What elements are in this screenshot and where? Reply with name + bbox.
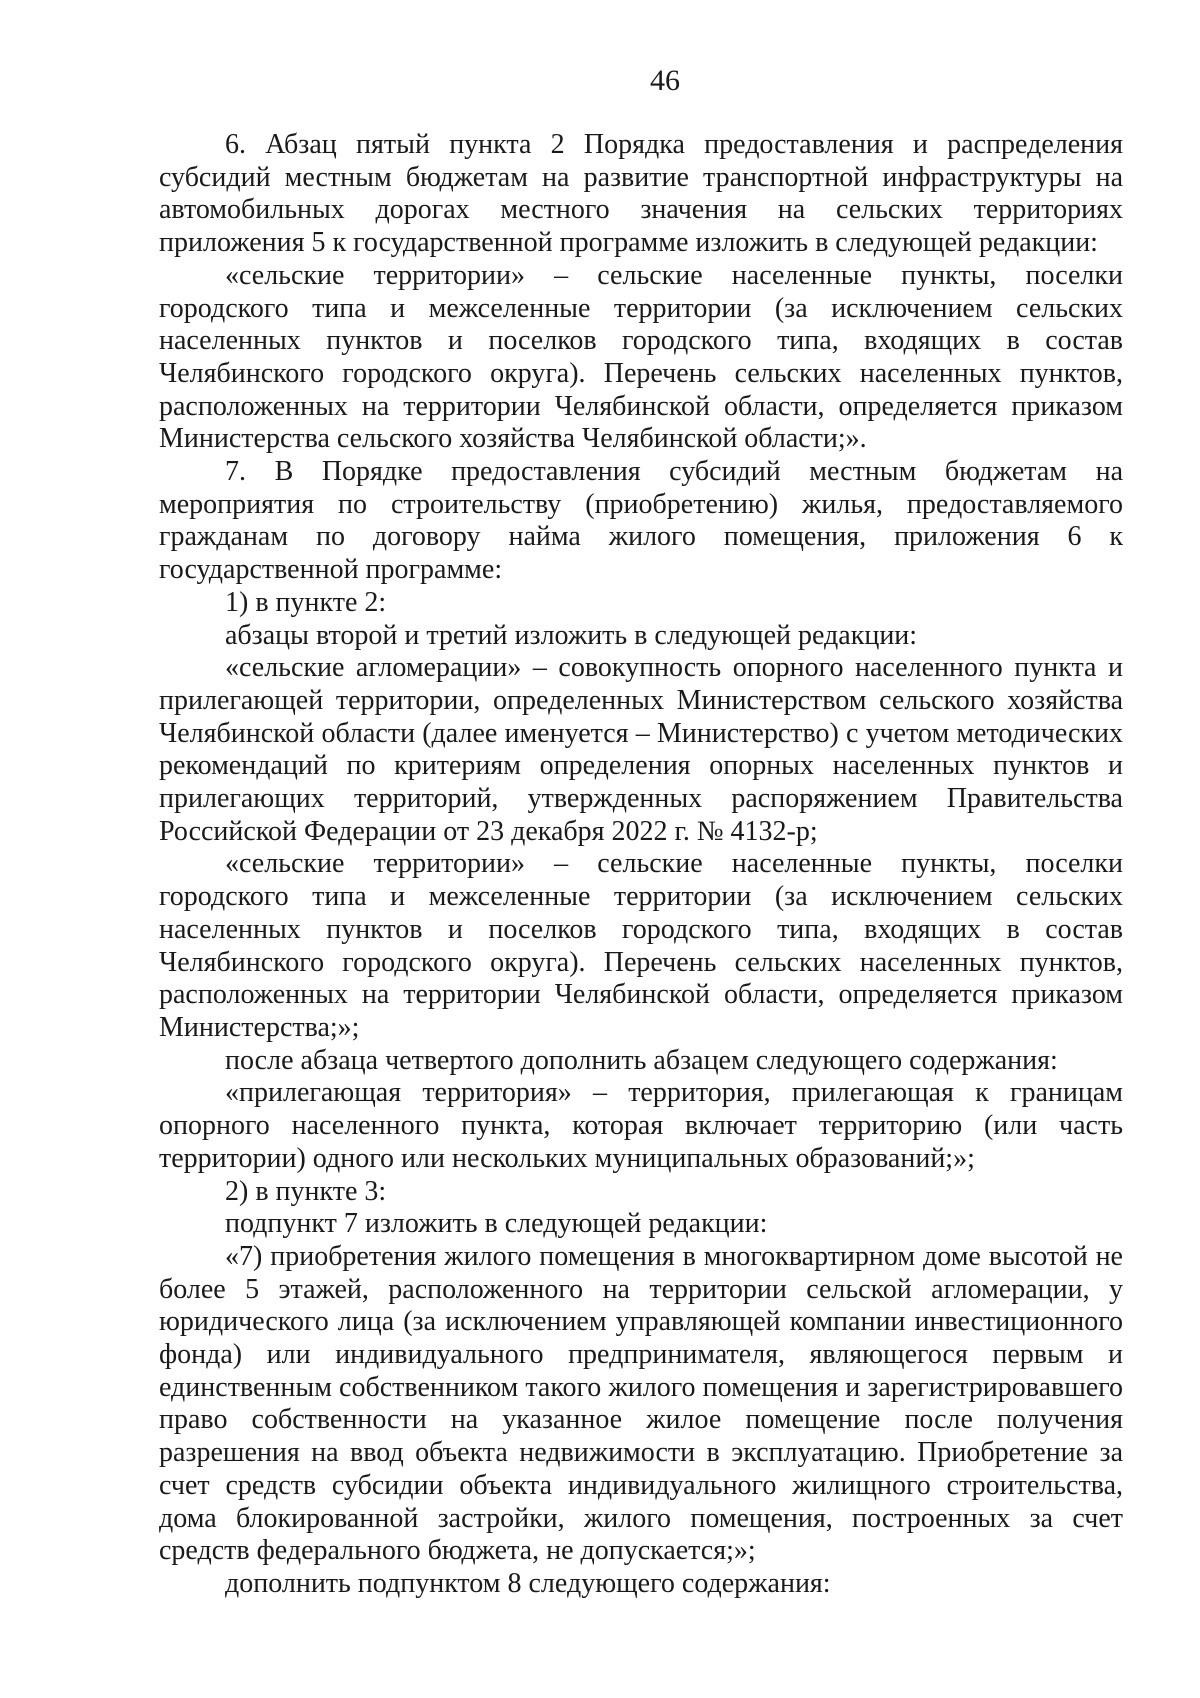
paragraph-subitem-7-text: «7) приобретения жилого помещения в многоквартирном доме высотой не более 5 этажей, расположенного на территории сельской агломерации, у юридического лица (за исключением управляющей компании инвестиционного фонда) или индивидуального предпринимателя, являющегося первым и единственным собственником такого жилого помещения и зарегистрировавшего право собственности на указанное жилое помещение после получения разрешения на ввод объекта недвижимости в эксплуатацию. Приобретение за счет средств субсидии объекта индивидуального жилищного строительства, дома блокированной застройки, жилого помещения, построенных за счет средств федерального бюджета, не допускается;»; [159, 1240, 1123, 1567]
paragraph-subitem-8-intro: дополнить подпунктом 8 следующего содержания: [225, 1567, 831, 1599]
page-number: 46 [650, 64, 680, 97]
paragraph-item-1: 1) в пункте 2: [225, 586, 387, 618]
paragraph-abzacy-intro: абзацы второй и третий изложить в следующей редакции: [225, 619, 918, 651]
paragraph-6-intro: 6. Абзац пятый пункта 2 Порядка предоставления и распределения субсидий местным бюджетам на развитие транспортной инфраструктуры на автомобильных дорогах местного значения на сельских территориях приложения 5 к государственной программе изложить в следующей редакции: [159, 129, 1123, 259]
paragraph-rural-territories-definition: «сельские территории» – сельские населенные пункты, поселки городского типа и межселенные территории (за исключением сельских населенных пунктов и поселков городского типа, входящих в состав Челябинского городского округа). Перечень сельских населенных пунктов, расположенных на территории Челябинской области, определяется приказом Министерства сельского хозяйства Челябинской области;». [159, 259, 1123, 455]
paragraph-subitem-7-intro: подпункт 7 изложить в следующей редакции: [225, 1208, 768, 1240]
document-body [159, 129, 1123, 1601]
paragraph-item-2: 2) в пункте 3: [225, 1175, 387, 1207]
paragraph-rural-territories-definition-2: «сельские территории» – сельские населенные пункты, поселки городского типа и межселенные территории (за исключением сельских населенных пунктов и поселков городского типа, входящих в состав Челябинского городского округа). Перечень сельских населенных пунктов, расположенных на территории Челябинской области, определяется приказом Министерства;»; [159, 848, 1123, 1043]
paragraph-rural-agglomerations-definition: «сельские агломерации» – совокупность опорного населенного пункта и прилегающей территории, определенных Министерством сельского хозяйства Челябинской области (далее именуется – Министерство) с учетом методических рекомендаций по критериям определения опорных населенных пунктов и прилегающих территорий, утвержденных распоряжением Правительства Российской Федерации от 23 декабря 2022 г. № 4132-р; [159, 652, 1123, 847]
paragraph-7-intro: 7. В Порядке предоставления субсидий местным бюджетам на мероприятия по строительству (приобретению) жилья, предоставляемого гражданам по договору найма жилого помещения, приложения 6 к государственной программе: [159, 456, 1123, 586]
paragraph-adjacent-territory-definition: «прилегающая территория» – территория, прилегающая к границам опорного населенного пункта, которая включает территорию (или часть территории) одного или нескольких муниципальных образований;»; [159, 1077, 1123, 1174]
paragraph-after-abzac-4: после абзаца четвертого дополнить абзацем следующего содержания: [225, 1044, 1058, 1076]
